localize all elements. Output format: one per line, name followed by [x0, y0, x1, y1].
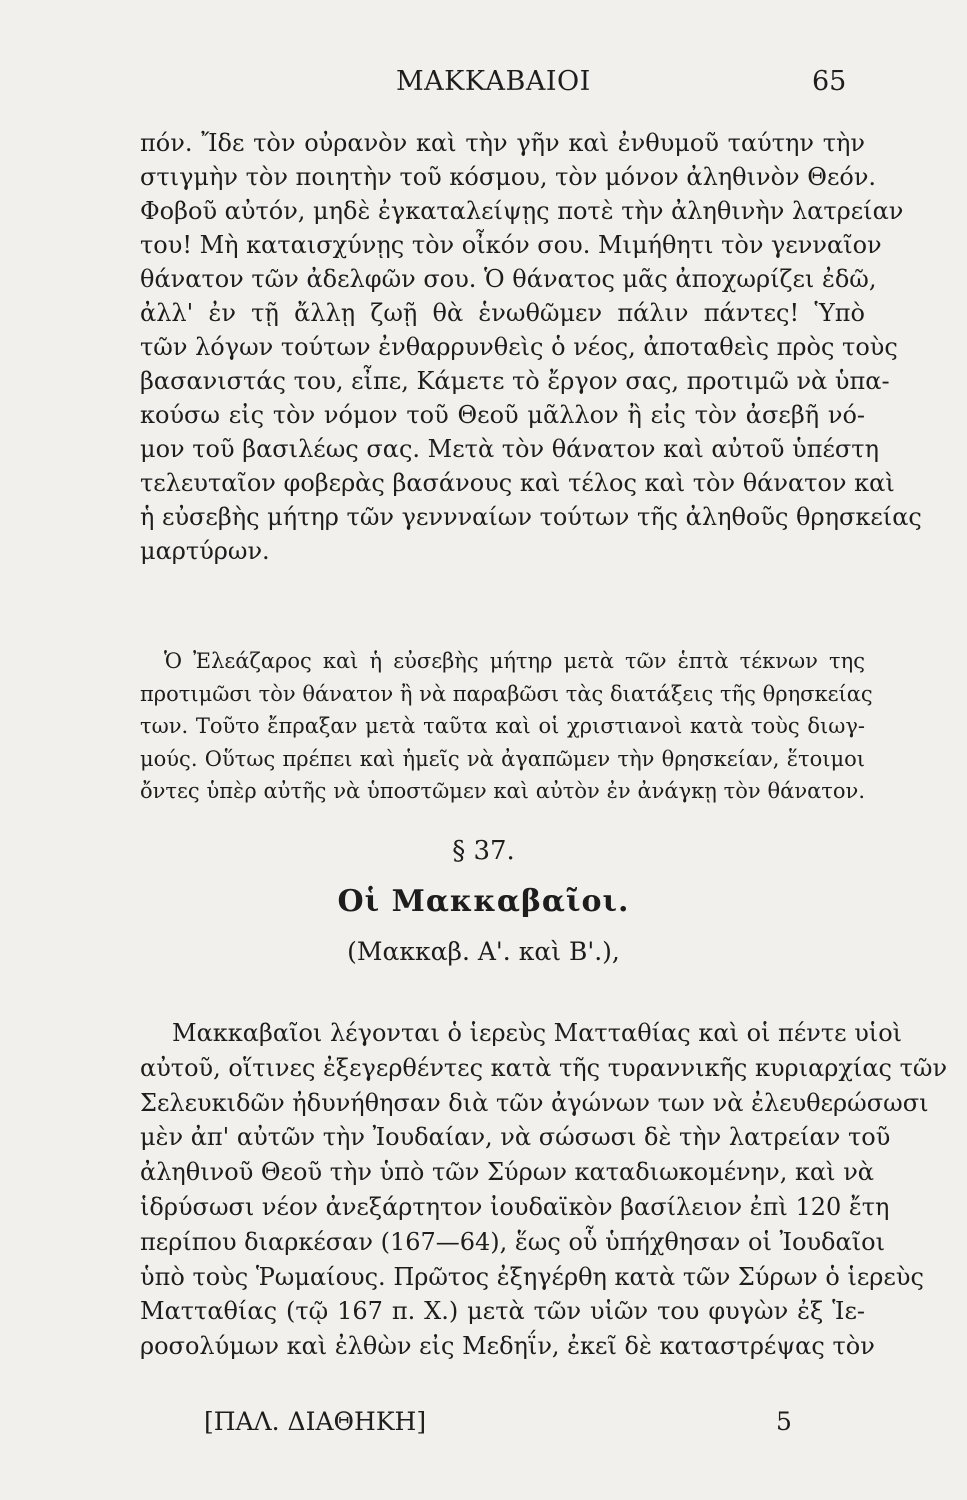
section-body-paragraph — [140, 1016, 948, 1364]
text-line: τῶν λόγων τούτων ἐνθαρρυνθεὶς ὁ νέος, ἀποταθεὶς πρὸς τοὺς — [140, 333, 898, 361]
text-line: Σελευκιδῶν ἠδυνήθησαν διὰ τῶν ἀγώνων των νὰ ἐλευθερώσωσι — [140, 1088, 929, 1117]
text-line: ὑπὸ τοὺς Ῥωμαίους. Πρῶτος ἐξηγέρθη κατὰ τῶν Σύρων ὁ ἱερεὺς — [140, 1262, 924, 1291]
text-line: μούς. Οὕτως πρέπει καὶ ἡμεῖς νὰ ἀγαπῶμεν τὴν θρησκείαν, ἕτοιμοι — [140, 746, 865, 771]
text-line: του! Μὴ καταισχύνῃς τὸν οἶκόν σου. Μιμήθητι τὸν γενναῖον — [140, 231, 882, 259]
text-line: ὄντες ὑπὲρ αὐτῆς νὰ ὑποστῶμεν καὶ αὐτὸν ἐν ἀνάγκῃ τὸν θάνατον. — [140, 779, 865, 803]
text-line: πόν. Ἴδε τὸν οὐρανὸν καὶ τὴν γῆν καὶ ἐνθυμοῦ ταύτην τὴν — [140, 129, 865, 157]
text-line: Ὁ Ἐλεάζαρος καὶ ἡ εὐσεβὴς μήτηρ μετὰ τῶν ἑπτὰ τέκνων της — [164, 649, 865, 673]
moral-summary-paragraph — [140, 645, 873, 808]
text-line: ἱδρύσωσι νέον ἀνεξάρτητον ἰουδαϊκὸν βασίλειον ἐπὶ 120 ἔτη — [140, 1192, 890, 1221]
section-number: § 37. — [452, 836, 515, 866]
text-line: ἀλλ' ἐν τῇ ἄλλῃ ζωῇ θὰ ἑνωθῶμεν πάλιν πάντες! Ὑπὸ — [140, 299, 865, 327]
section-subheading: (Μακκαβ. Α'. καὶ Β'.), — [347, 937, 620, 966]
text-line: Ματταθίας (τῷ 167 π. Χ.) μετὰ τῶν υἱῶν του φυγὼν ἐξ Ἱε- — [140, 1297, 865, 1326]
paragraph-continuation — [140, 126, 922, 568]
text-line: μαρτύρων. — [140, 537, 270, 565]
text-line: μον τοῦ βασιλέως σας. Μετὰ τὸν θάνατον καὶ αὐτοῦ ὑπέστη — [140, 435, 879, 463]
text-line: κούσω εἰς τὸν νόμον τοῦ Θεοῦ μᾶλλον ἢ εἰς τὸν ἀσεβῆ νό- — [140, 401, 865, 429]
text-line: βασανιστάς του, εἶπε, Κάμετε τὸ ἔργον σας, προτιμῶ νὰ ὑπα- — [140, 367, 890, 395]
text-line: τελευταῖον φοβερὰς βασάνους καὶ τέλος καὶ τὸν θάνατον καὶ — [140, 469, 895, 497]
text-line: στιγμὴν τὸν ποιητὴν τοῦ κόσμου, τὸν μόνον ἀληθινὸν Θεόν. — [140, 163, 877, 191]
text-line: ἡ εὐσεβὴς μήτηρ τῶν γεννναίων τούτων τῆς ἀληθοῦς θρησκείας — [140, 503, 922, 531]
text-line: ἀληθινοῦ Θεοῦ τὴν ὑπὸ τῶν Σύρων καταδιωκομένην, καὶ νὰ — [140, 1158, 874, 1187]
text-line: ροσολύμων καὶ ἐλθὼν εἰς Μεδηΐν, ἐκεῖ δὲ καταστρέψας τὸν — [140, 1332, 875, 1361]
section-heading: Οἱ Μακκαβαῖοι. — [337, 884, 630, 919]
text-line: περίπου διαρκέσαν (167—64), ἕως οὗ ὑπήχθησαν οἱ Ἰουδαῖοι — [140, 1227, 885, 1256]
running-header-title: ΜΑΚΚΑΒΑΙΟΙ — [396, 66, 591, 97]
text-line: μὲν ἀπ' αὐτῶν τὴν Ἰουδαίαν, νὰ σώσωσι δὲ τὴν λατρείαν τοῦ — [140, 1123, 891, 1152]
signature-mark: [ΠΑΛ. ΔΙΑΘΗΚΗ] — [204, 1407, 427, 1436]
text-line: αὐτοῦ, οἵτινες ἐξεγερθέντες κατὰ τῆς τυραννικῆς κυριαρχίας τῶν — [140, 1053, 948, 1082]
text-line: προτιμῶσι τὸν θάνατον ἢ νὰ παραβῶσι τὰς διατάξεις τῆς θρησκείας — [140, 681, 873, 706]
page-number: 65 — [812, 66, 847, 97]
text-line: θάνατον τῶν ἀδελφῶν σου. Ὁ θάνατος μᾶς ἀποχωρίζει ἐδῶ, — [140, 265, 877, 293]
text-line: Φοβοῦ αὐτόν, μηδὲ ἐγκαταλείψῃς ποτὲ τὴν ἀληθινὴν λατρείαν — [140, 197, 904, 225]
text-line: των. Τοῦτο ἔπραξαν μετὰ ταῦτα καὶ οἱ χριστιανοὶ κατὰ τοὺς διωγ- — [140, 714, 865, 738]
sheet-number: 5 — [776, 1407, 792, 1436]
text-line: Μακκαβαῖοι λέγονται ὁ ἱερεὺς Ματταθίας καὶ οἱ πέντε υἱοὶ — [172, 1019, 903, 1047]
